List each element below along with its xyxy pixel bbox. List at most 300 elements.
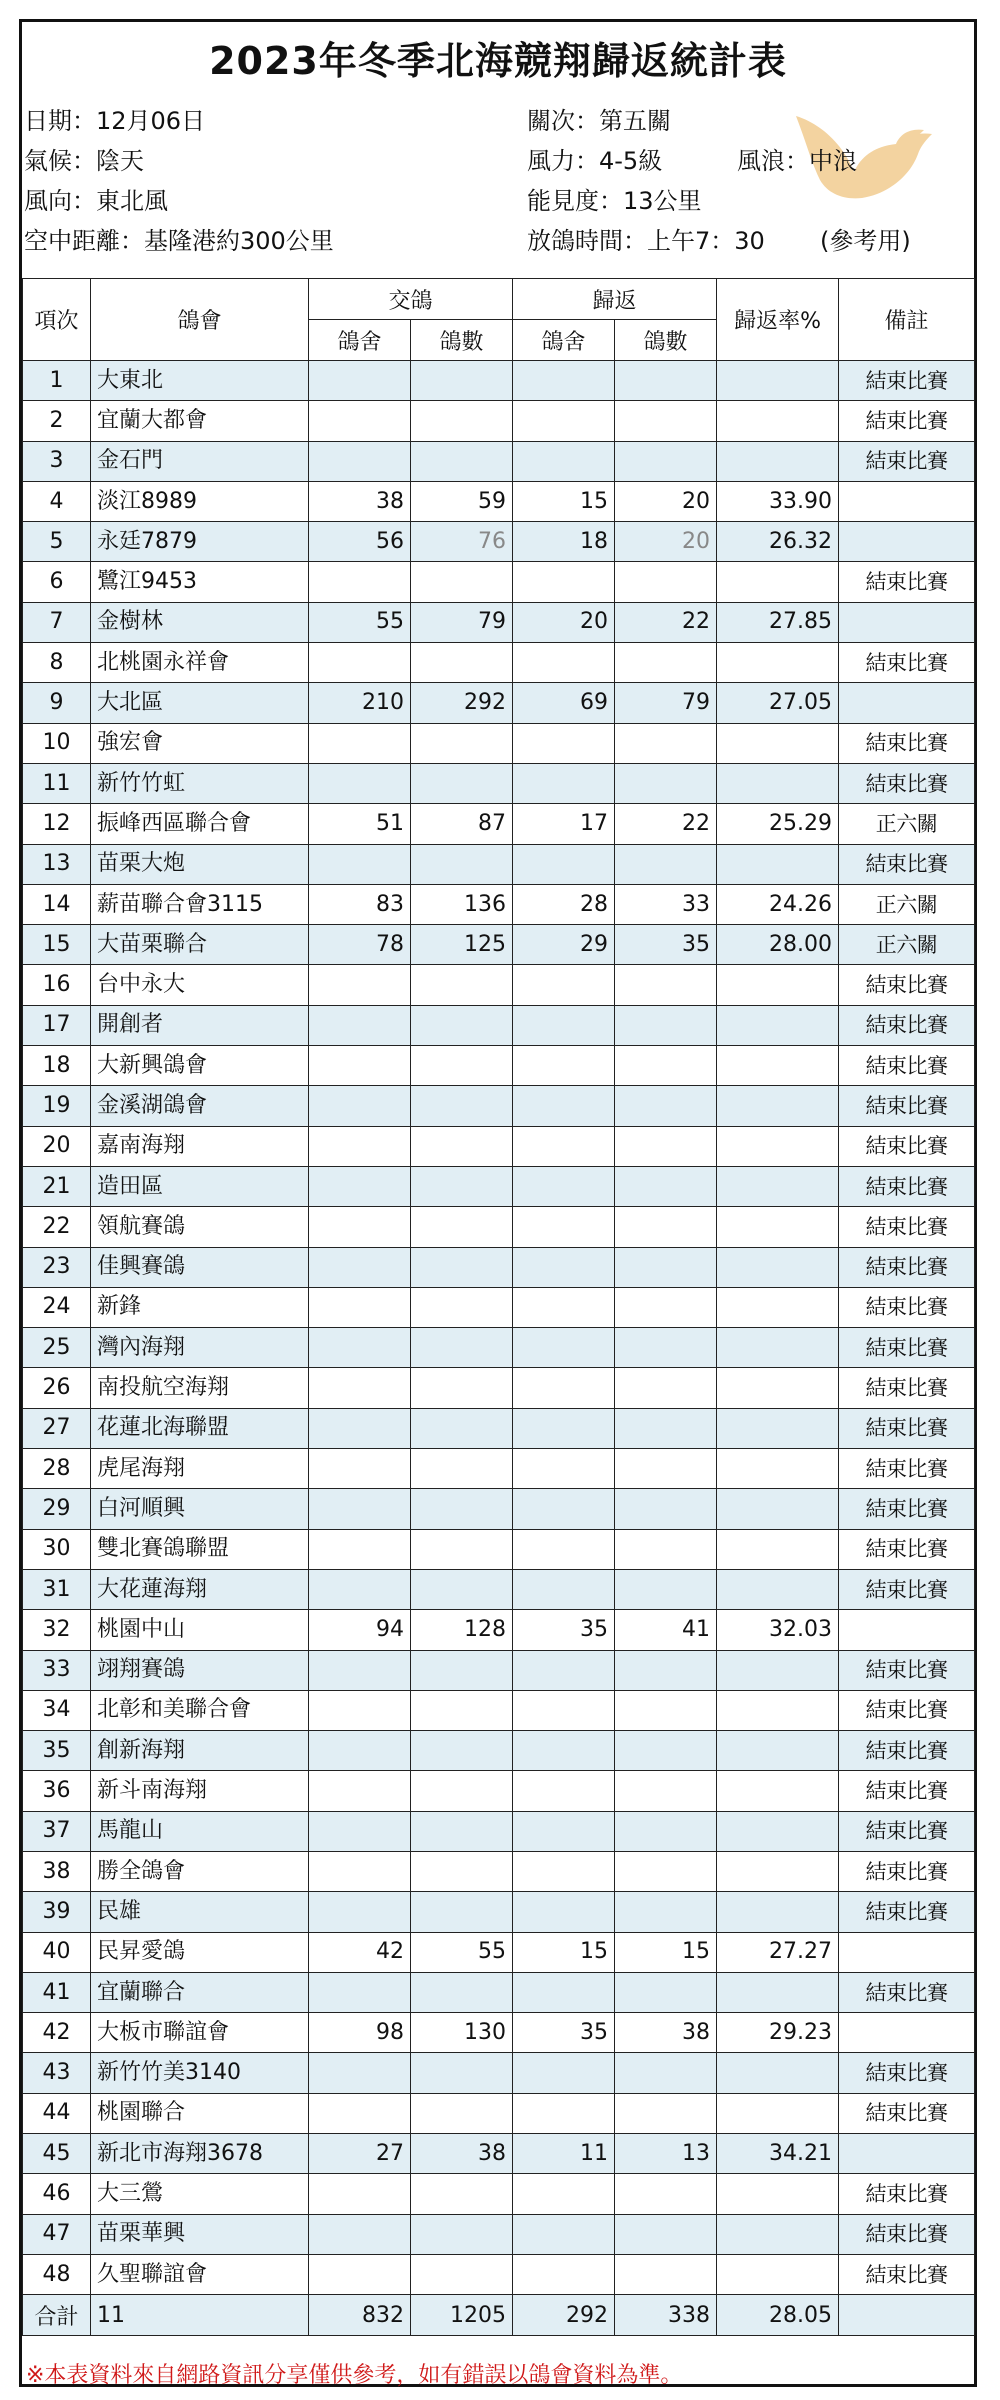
cell-sent-birds xyxy=(411,1005,513,1045)
cell-sent-birds xyxy=(411,1650,513,1690)
cell-sent-lofts xyxy=(309,1287,411,1327)
total-returned-lofts: 292 xyxy=(513,2295,615,2336)
cell-note: 結束比賽 xyxy=(839,1489,975,1529)
footnote: ※本表資料來自網路資訊分享僅供參考，如有錯誤以鴿會資料為準。 xyxy=(26,2363,683,2388)
cell-returned-lofts xyxy=(513,1005,615,1045)
cell-sent-lofts xyxy=(309,2093,411,2133)
cell-note: 結束比賽 xyxy=(839,2093,975,2133)
cell-club: 佳興賽鴿 xyxy=(91,1247,309,1287)
cell-returned-birds xyxy=(615,643,717,683)
cell-sent-lofts xyxy=(309,1650,411,1690)
cell-no: 18 xyxy=(23,1046,91,1086)
cell-rate xyxy=(717,1328,839,1368)
cell-club: 新竹竹美3140 xyxy=(91,2053,309,2093)
cell-rate xyxy=(717,1690,839,1730)
cell-returned-lofts xyxy=(513,2174,615,2214)
cell-returned-lofts: 35 xyxy=(513,2013,615,2053)
cell-rate xyxy=(717,2174,839,2214)
table-row xyxy=(23,1650,975,1690)
cell-club: 強宏會 xyxy=(91,723,309,763)
table-row xyxy=(23,1005,975,1045)
cell-note: 結束比賽 xyxy=(839,763,975,803)
cell-sent-birds xyxy=(411,1529,513,1569)
cell-returned-lofts: 28 xyxy=(513,884,615,924)
table-row xyxy=(23,1287,975,1327)
cell-sent-lofts: 98 xyxy=(309,2013,411,2053)
cell-sent-lofts xyxy=(309,1408,411,1448)
cell-sent-lofts xyxy=(309,2254,411,2294)
cell-rate xyxy=(717,1811,839,1851)
cell-rate xyxy=(717,401,839,441)
table-row xyxy=(23,723,975,763)
cell-returned-lofts xyxy=(513,1650,615,1690)
cell-no: 47 xyxy=(23,2214,91,2254)
cell-sent-birds: 55 xyxy=(411,1932,513,1972)
cell-club: 桃園中山 xyxy=(91,1610,309,1650)
cell-club: 苗栗大炮 xyxy=(91,844,309,884)
cell-no: 29 xyxy=(23,1489,91,1529)
cell-rate xyxy=(717,1892,839,1932)
table-row xyxy=(23,2254,975,2294)
cell-rate xyxy=(717,1368,839,1408)
cell-returned-lofts xyxy=(513,965,615,1005)
cell-returned-birds: 22 xyxy=(615,602,717,642)
cell-sent-birds xyxy=(411,2093,513,2133)
cell-returned-lofts xyxy=(513,844,615,884)
cell-sent-birds xyxy=(411,1368,513,1408)
table-row xyxy=(23,1610,975,1650)
cell-note: 正六關 xyxy=(839,884,975,924)
cell-returned-birds xyxy=(615,1086,717,1126)
cell-sent-birds: 130 xyxy=(411,2013,513,2053)
cell-note: 結束比賽 xyxy=(839,441,975,481)
cell-rate xyxy=(717,643,839,683)
cell-club: 金樹林 xyxy=(91,602,309,642)
cell-returned-lofts xyxy=(513,1731,615,1771)
cell-returned-lofts: 15 xyxy=(513,1932,615,1972)
cell-returned-lofts xyxy=(513,1972,615,2012)
total-rate: 28.05 xyxy=(717,2295,839,2336)
cell-sent-lofts xyxy=(309,643,411,683)
cell-club: 金溪湖鴿會 xyxy=(91,1086,309,1126)
table-row xyxy=(23,2134,975,2174)
cell-sent-birds: 59 xyxy=(411,481,513,521)
cell-returned-lofts xyxy=(513,763,615,803)
cell-returned-birds xyxy=(615,1005,717,1045)
header-sent: 交鴿 xyxy=(309,279,513,320)
cell-note: 結束比賽 xyxy=(839,1287,975,1327)
cell-club: 大花蓮海翔 xyxy=(91,1569,309,1609)
cell-sent-lofts xyxy=(309,1247,411,1287)
cell-returned-lofts xyxy=(513,2053,615,2093)
cell-rate xyxy=(717,965,839,1005)
cell-note xyxy=(839,602,975,642)
cell-sent-lofts xyxy=(309,1851,411,1891)
cell-returned-birds: 38 xyxy=(615,2013,717,2053)
cell-returned-lofts xyxy=(513,1851,615,1891)
cell-rate xyxy=(717,1287,839,1327)
cell-returned-birds xyxy=(615,1126,717,1166)
cell-club: 永廷7879 xyxy=(91,522,309,562)
cell-note: 結束比賽 xyxy=(839,1529,975,1569)
header-rate: 歸返率% xyxy=(717,279,839,361)
cell-no: 32 xyxy=(23,1610,91,1650)
cell-returned-lofts xyxy=(513,723,615,763)
cell-sent-lofts xyxy=(309,401,411,441)
cell-returned-lofts xyxy=(513,1892,615,1932)
cell-rate: 34.21 xyxy=(717,2134,839,2174)
cell-sent-birds: 38 xyxy=(411,2134,513,2174)
cell-returned-birds xyxy=(615,361,717,401)
cell-rate: 27.85 xyxy=(717,602,839,642)
cell-sent-birds: 76 xyxy=(411,522,513,562)
cell-rate xyxy=(717,1851,839,1891)
cell-club: 勝全鴿會 xyxy=(91,1851,309,1891)
cell-club: 南投航空海翔 xyxy=(91,1368,309,1408)
cell-returned-birds: 22 xyxy=(615,804,717,844)
table-row xyxy=(23,441,975,481)
cell-sent-lofts xyxy=(309,1972,411,2012)
cell-returned-birds xyxy=(615,1287,717,1327)
cell-note: 結束比賽 xyxy=(839,562,975,602)
info-release-note: (參考用) xyxy=(820,227,911,255)
cell-returned-birds: 33 xyxy=(615,884,717,924)
cell-club: 北彰和美聯合會 xyxy=(91,1690,309,1730)
cell-club: 翊翔賽鴿 xyxy=(91,1650,309,1690)
cell-sent-birds xyxy=(411,1690,513,1730)
cell-returned-birds xyxy=(615,401,717,441)
cell-returned-birds: 35 xyxy=(615,925,717,965)
cell-returned-birds: 15 xyxy=(615,1932,717,1972)
cell-rate: 24.26 xyxy=(717,884,839,924)
cell-sent-lofts: 56 xyxy=(309,522,411,562)
cell-club: 民昇愛鴿 xyxy=(91,1932,309,1972)
table-row xyxy=(23,1449,975,1489)
info-visibility: 能見度：13公里 xyxy=(527,187,702,215)
cell-returned-birds: 13 xyxy=(615,2134,717,2174)
total-note xyxy=(839,2295,975,2336)
cell-sent-lofts: 55 xyxy=(309,602,411,642)
cell-no: 12 xyxy=(23,804,91,844)
table-row xyxy=(23,763,975,803)
cell-note: 結束比賽 xyxy=(839,2053,975,2093)
cell-sent-lofts xyxy=(309,562,411,602)
table-row xyxy=(23,1932,975,1972)
cell-sent-lofts xyxy=(309,1005,411,1045)
cell-no: 31 xyxy=(23,1569,91,1609)
cell-returned-birds: 41 xyxy=(615,1610,717,1650)
table-row xyxy=(23,1408,975,1448)
cell-club: 灣內海翔 xyxy=(91,1328,309,1368)
cell-note xyxy=(839,522,975,562)
cell-returned-lofts xyxy=(513,1529,615,1569)
cell-club: 創新海翔 xyxy=(91,1731,309,1771)
cell-returned-birds xyxy=(615,1690,717,1730)
cell-returned-birds: 20 xyxy=(615,481,717,521)
table-row xyxy=(23,1489,975,1529)
cell-returned-lofts xyxy=(513,441,615,481)
table-row xyxy=(23,884,975,924)
cell-note: 正六關 xyxy=(839,804,975,844)
cell-sent-lofts xyxy=(309,844,411,884)
cell-sent-lofts xyxy=(309,763,411,803)
table-row xyxy=(23,804,975,844)
cell-sent-lofts xyxy=(309,1368,411,1408)
cell-returned-lofts: 69 xyxy=(513,683,615,723)
cell-returned-birds xyxy=(615,2214,717,2254)
cell-club: 虎尾海翔 xyxy=(91,1449,309,1489)
cell-note: 結束比賽 xyxy=(839,965,975,1005)
header-sent-birds: 鴿數 xyxy=(411,320,513,361)
cell-rate: 29.23 xyxy=(717,2013,839,2053)
cell-no: 14 xyxy=(23,884,91,924)
cell-sent-lofts xyxy=(309,1086,411,1126)
table-row xyxy=(23,1690,975,1730)
cell-note: 結束比賽 xyxy=(839,1166,975,1206)
cell-club: 鷺江9453 xyxy=(91,562,309,602)
cell-club: 薪苗聯合會3115 xyxy=(91,884,309,924)
cell-club: 白河順興 xyxy=(91,1489,309,1529)
cell-note: 結束比賽 xyxy=(839,1811,975,1851)
cell-returned-birds xyxy=(615,441,717,481)
cell-no: 38 xyxy=(23,1851,91,1891)
cell-sent-lofts xyxy=(309,2174,411,2214)
header-no: 項次 xyxy=(23,279,91,361)
header-sent-lofts: 鴿舍 xyxy=(309,320,411,361)
cell-returned-birds xyxy=(615,1972,717,2012)
cell-sent-birds xyxy=(411,401,513,441)
cell-sent-lofts xyxy=(309,1690,411,1730)
cell-sent-birds xyxy=(411,1892,513,1932)
table-row xyxy=(23,1207,975,1247)
cell-sent-lofts: 38 xyxy=(309,481,411,521)
cell-no: 7 xyxy=(23,602,91,642)
cell-no: 5 xyxy=(23,522,91,562)
table-row xyxy=(23,1166,975,1206)
cell-note xyxy=(839,2134,975,2174)
cell-note: 結束比賽 xyxy=(839,1569,975,1609)
cell-sent-lofts xyxy=(309,1046,411,1086)
cell-sent-birds xyxy=(411,965,513,1005)
cell-returned-birds xyxy=(615,2174,717,2214)
cell-note: 結束比賽 xyxy=(839,1892,975,1932)
cell-returned-lofts xyxy=(513,1086,615,1126)
table-row xyxy=(23,2093,975,2133)
cell-sent-lofts: 94 xyxy=(309,1610,411,1650)
cell-no: 20 xyxy=(23,1126,91,1166)
cell-returned-lofts xyxy=(513,361,615,401)
cell-note: 結束比賽 xyxy=(839,1046,975,1086)
cell-sent-birds xyxy=(411,763,513,803)
cell-returned-lofts xyxy=(513,1126,615,1166)
cell-no: 17 xyxy=(23,1005,91,1045)
cell-sent-birds xyxy=(411,1771,513,1811)
cell-rate xyxy=(717,2254,839,2294)
cell-sent-birds xyxy=(411,1046,513,1086)
cell-club: 台中永大 xyxy=(91,965,309,1005)
table-row xyxy=(23,643,975,683)
cell-rate xyxy=(717,1449,839,1489)
cell-no: 44 xyxy=(23,2093,91,2133)
cell-club: 宜蘭大都會 xyxy=(91,401,309,441)
cell-sent-birds xyxy=(411,1207,513,1247)
cell-sent-birds: 79 xyxy=(411,602,513,642)
cell-no: 36 xyxy=(23,1771,91,1811)
cell-returned-lofts xyxy=(513,643,615,683)
header-returned: 歸返 xyxy=(513,279,717,320)
cell-returned-lofts xyxy=(513,1811,615,1851)
cell-sent-birds xyxy=(411,1731,513,1771)
cell-returned-lofts xyxy=(513,1046,615,1086)
cell-rate xyxy=(717,1005,839,1045)
table-row xyxy=(23,361,975,401)
cell-sent-birds xyxy=(411,1972,513,2012)
cell-sent-birds: 87 xyxy=(411,804,513,844)
total-row xyxy=(23,2295,975,2336)
cell-club: 大苗栗聯合 xyxy=(91,925,309,965)
cell-note: 結束比賽 xyxy=(839,1207,975,1247)
cell-sent-lofts xyxy=(309,965,411,1005)
cell-sent-birds xyxy=(411,1811,513,1851)
header-club: 鴿會 xyxy=(91,279,309,361)
cell-sent-lofts: 27 xyxy=(309,2134,411,2174)
cell-club: 雙北賽鴿聯盟 xyxy=(91,1529,309,1569)
cell-returned-birds xyxy=(615,2053,717,2093)
table-row xyxy=(23,1368,975,1408)
cell-club: 淡江8989 xyxy=(91,481,309,521)
cell-note: 結束比賽 xyxy=(839,1126,975,1166)
cell-note: 結束比賽 xyxy=(839,2254,975,2294)
cell-note: 結束比賽 xyxy=(839,1449,975,1489)
cell-club: 新北市海翔3678 xyxy=(91,2134,309,2174)
cell-no: 8 xyxy=(23,643,91,683)
table-row xyxy=(23,1126,975,1166)
cell-sent-lofts xyxy=(309,1529,411,1569)
cell-no: 33 xyxy=(23,1650,91,1690)
cell-sent-birds xyxy=(411,1287,513,1327)
page-title: 2023年冬季北海競翔歸返統計表 xyxy=(209,39,787,83)
table-row xyxy=(23,1892,975,1932)
cell-returned-lofts: 11 xyxy=(513,2134,615,2174)
cell-sent-lofts xyxy=(309,1166,411,1206)
cell-no: 37 xyxy=(23,1811,91,1851)
cell-no: 6 xyxy=(23,562,91,602)
cell-sent-lofts xyxy=(309,361,411,401)
cell-note: 正六關 xyxy=(839,925,975,965)
cell-club: 造田區 xyxy=(91,1166,309,1206)
cell-returned-birds xyxy=(615,1771,717,1811)
cell-club: 民雄 xyxy=(91,1892,309,1932)
cell-no: 15 xyxy=(23,925,91,965)
cell-note xyxy=(839,2013,975,2053)
cell-no: 11 xyxy=(23,763,91,803)
cell-returned-lofts xyxy=(513,401,615,441)
cell-returned-birds xyxy=(615,1166,717,1206)
cell-sent-lofts xyxy=(309,1811,411,1851)
cell-sent-birds xyxy=(411,1086,513,1126)
info-stage: 關次：第五關 xyxy=(527,107,671,135)
cell-no: 26 xyxy=(23,1368,91,1408)
cell-returned-lofts: 18 xyxy=(513,522,615,562)
cell-sent-birds xyxy=(411,2174,513,2214)
cell-sent-birds xyxy=(411,2254,513,2294)
cell-club: 領航賽鴿 xyxy=(91,1207,309,1247)
cell-sent-lofts: 42 xyxy=(309,1932,411,1972)
cell-note: 結束比賽 xyxy=(839,643,975,683)
header-note: 備註 xyxy=(839,279,975,361)
cell-club: 大新興鴿會 xyxy=(91,1046,309,1086)
cell-returned-birds xyxy=(615,1368,717,1408)
table-row xyxy=(23,602,975,642)
cell-returned-birds xyxy=(615,1529,717,1569)
cell-rate: 25.29 xyxy=(717,804,839,844)
cell-no: 19 xyxy=(23,1086,91,1126)
cell-returned-lofts: 29 xyxy=(513,925,615,965)
cell-rate xyxy=(717,1972,839,2012)
cell-sent-lofts xyxy=(309,1126,411,1166)
cell-sent-birds: 292 xyxy=(411,683,513,723)
table-row xyxy=(23,562,975,602)
cell-returned-birds: 79 xyxy=(615,683,717,723)
cell-sent-lofts xyxy=(309,1328,411,1368)
cell-sent-birds: 128 xyxy=(411,1610,513,1650)
table-row xyxy=(23,2174,975,2214)
cell-club: 新鋒 xyxy=(91,1287,309,1327)
table-row xyxy=(23,1328,975,1368)
cell-club: 宜蘭聯合 xyxy=(91,1972,309,2012)
cell-returned-birds xyxy=(615,1247,717,1287)
cell-sent-birds xyxy=(411,643,513,683)
table-row xyxy=(23,1247,975,1287)
cell-no: 43 xyxy=(23,2053,91,2093)
info-wind-force: 風力：4-5級 xyxy=(527,147,663,175)
cell-club: 振峰西區聯合會 xyxy=(91,804,309,844)
cell-no: 23 xyxy=(23,1247,91,1287)
cell-note: 結束比賽 xyxy=(839,1328,975,1368)
cell-rate xyxy=(717,1569,839,1609)
cell-sent-birds xyxy=(411,441,513,481)
table-row xyxy=(23,1046,975,1086)
cell-rate xyxy=(717,1529,839,1569)
cell-returned-birds xyxy=(615,2093,717,2133)
table-row xyxy=(23,1972,975,2012)
cell-no: 35 xyxy=(23,1731,91,1771)
cell-note: 結束比賽 xyxy=(839,1731,975,1771)
cell-no: 16 xyxy=(23,965,91,1005)
cell-rate: 27.05 xyxy=(717,683,839,723)
info-wind-direction: 風向：東北風 xyxy=(24,187,168,215)
cell-rate xyxy=(717,2093,839,2133)
total-count: 11 xyxy=(91,2295,309,2336)
cell-sent-birds xyxy=(411,1166,513,1206)
cell-rate: 28.00 xyxy=(717,925,839,965)
table-row xyxy=(23,2013,975,2053)
cell-returned-lofts xyxy=(513,2093,615,2133)
cell-returned-lofts xyxy=(513,1449,615,1489)
table-row xyxy=(23,481,975,521)
cell-club: 苗栗華興 xyxy=(91,2214,309,2254)
cell-no: 39 xyxy=(23,1892,91,1932)
header-returned-lofts: 鴿舍 xyxy=(513,320,615,361)
cell-note: 結束比賽 xyxy=(839,1005,975,1045)
cell-returned-birds xyxy=(615,1851,717,1891)
cell-returned-lofts xyxy=(513,1771,615,1811)
info-wave: 風浪：中浪 xyxy=(737,147,857,175)
cell-returned-birds xyxy=(615,1892,717,1932)
cell-no: 22 xyxy=(23,1207,91,1247)
cell-rate xyxy=(717,1771,839,1811)
cell-note xyxy=(839,683,975,723)
